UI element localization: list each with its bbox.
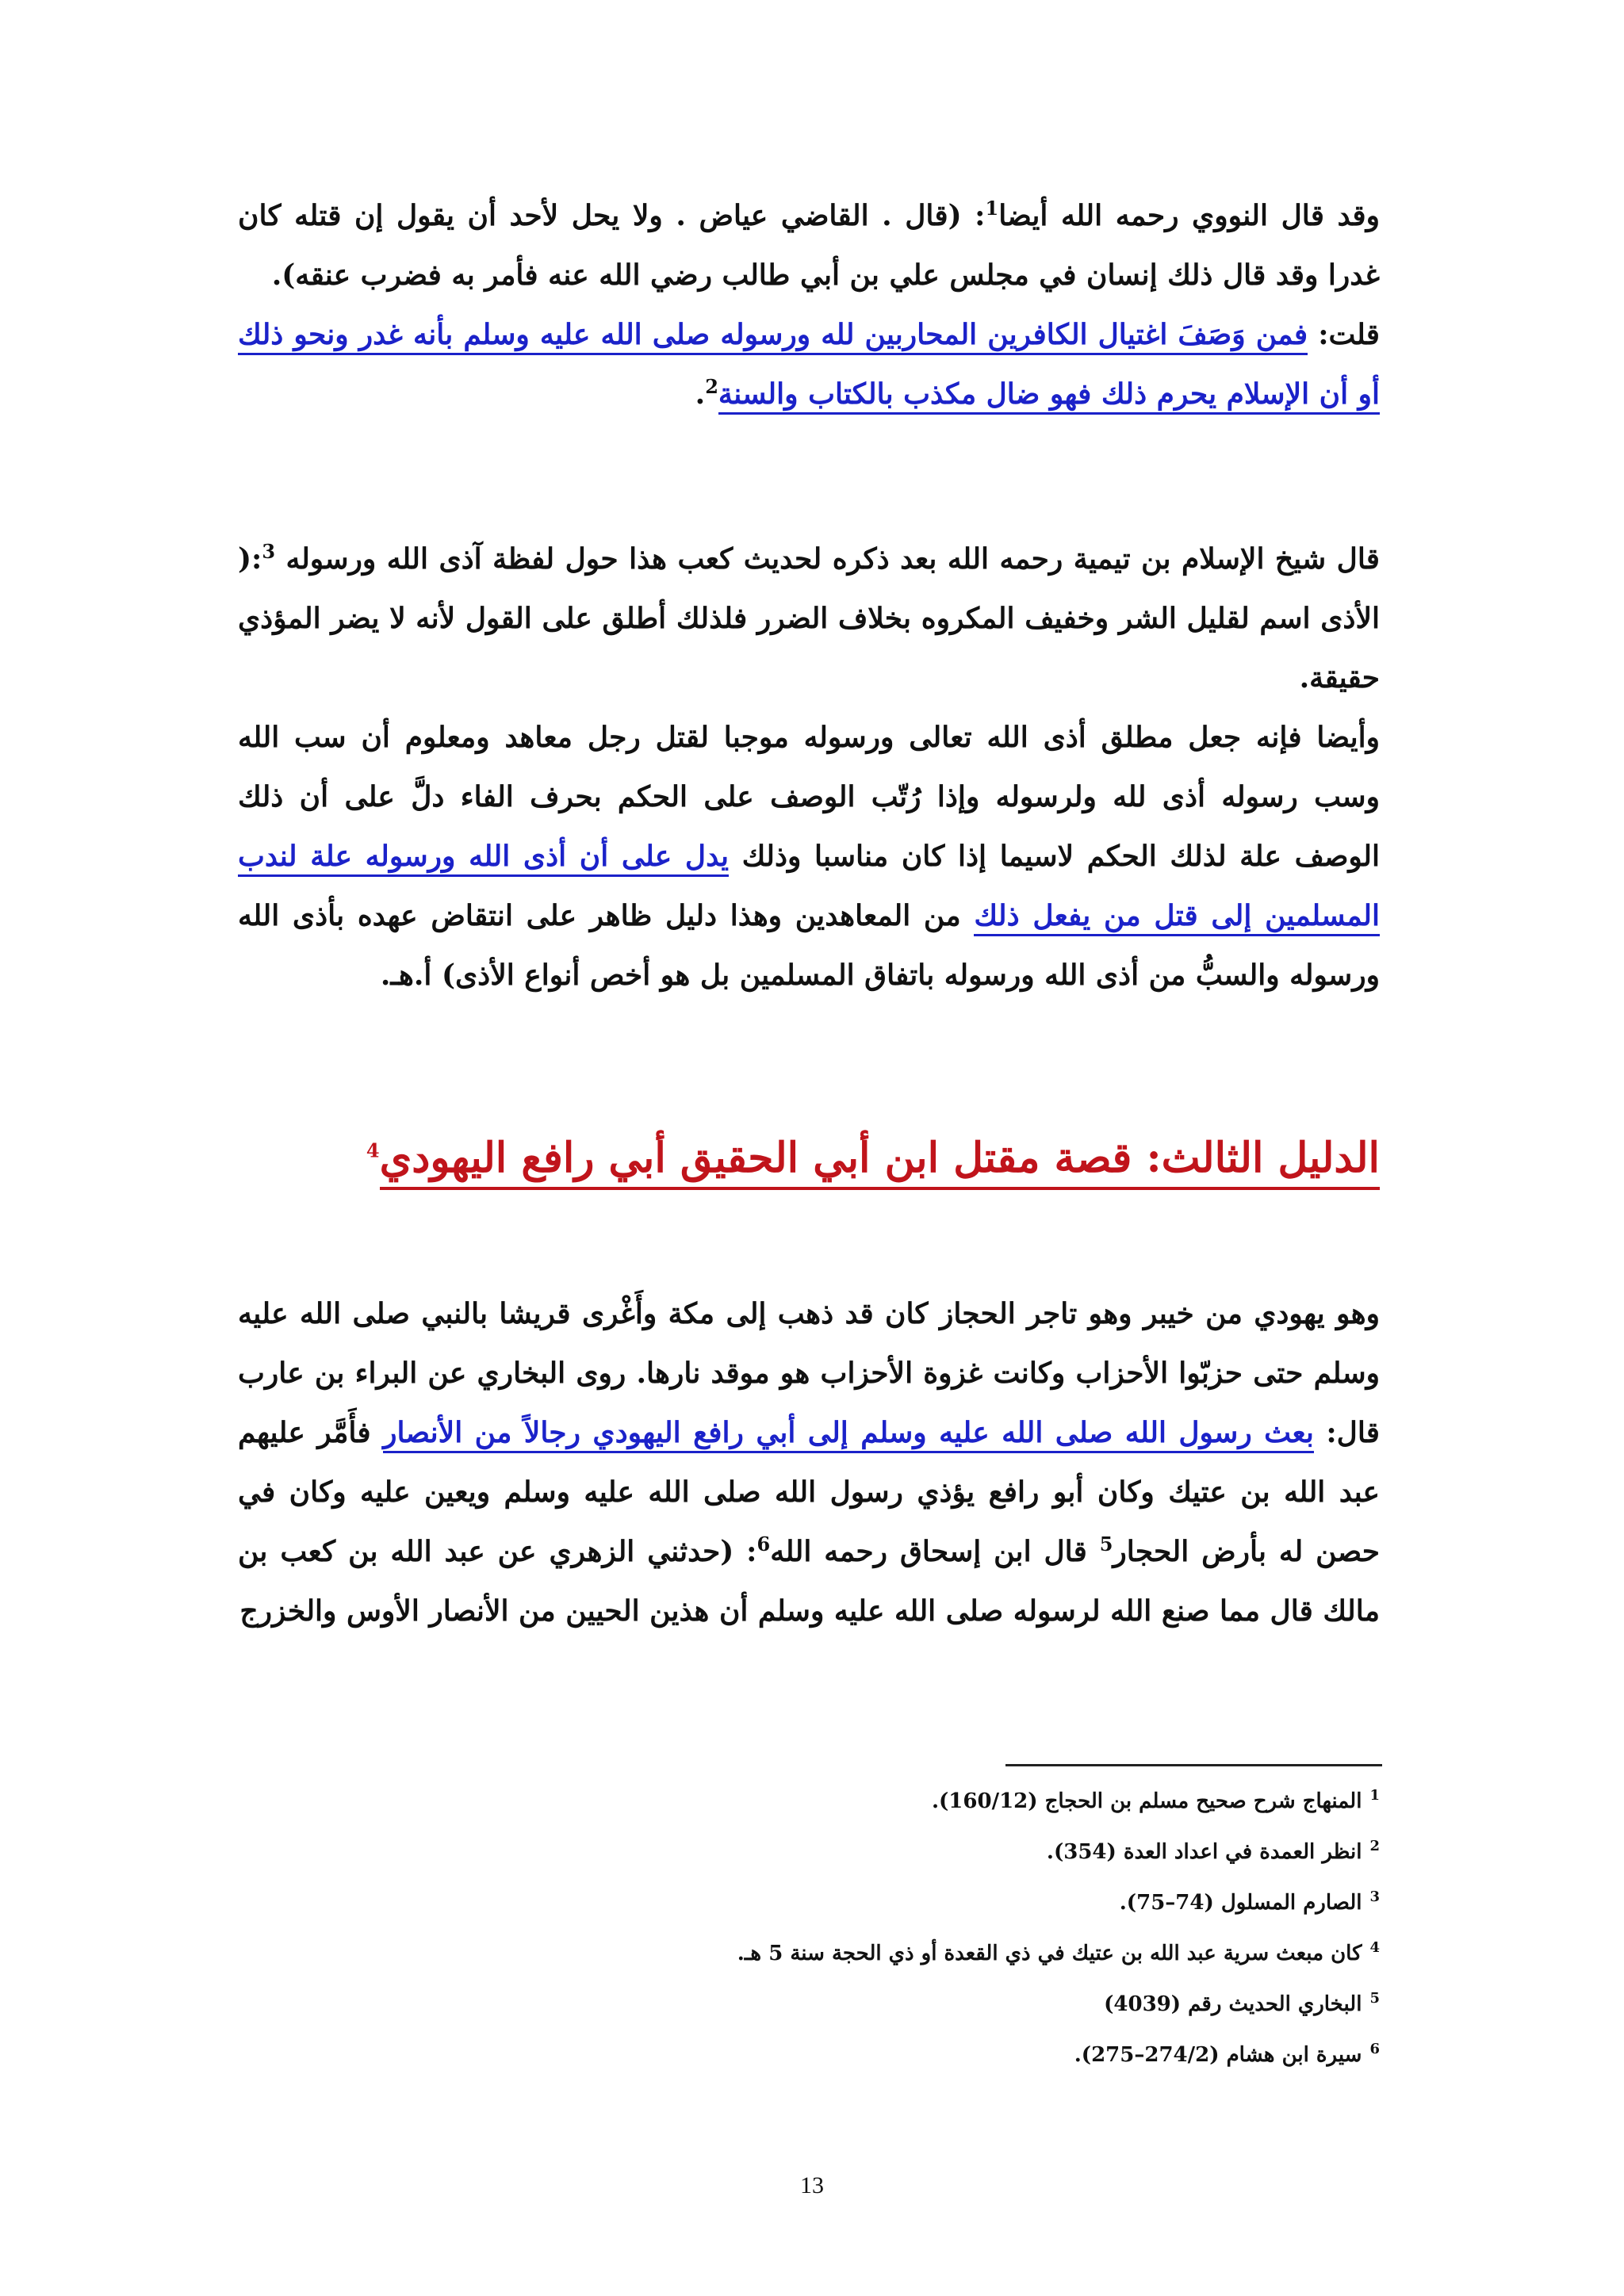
footnote-number: 5 [1369,1990,1380,2007]
footnote-item [396,1827,1380,1877]
footnote-text: البخاري الحديث رقم (4039) [1104,1992,1362,2016]
footnote-text: المنهاج شرح صحيح مسلم بن الحجاج (160/12). [931,1789,1362,1813]
footnote-text: انظر العمدة في اعداد العدة (354). [1046,1840,1362,1864]
text-span: :( الأذى اسم لقليل الشر وخفيف المكروه بخلاف الضرر فلذلك أطلق على القول لأنه لا يضر المؤذي حقيقة. [238,542,1380,695]
paragraph-ibn-taymiyya [238,530,1380,1005]
footnote-item [396,1776,1380,1827]
footnote-ref-6[interactable]: 6 [756,1533,771,1556]
footnote-number: 4 [1369,1939,1380,1957]
text-span: وقد قال النووي رحمه الله أيضا [998,199,1380,232]
text-span: : (قال . القاضي عياض . ولا يحل لأحد أن يقول إن قتله كان غدرا [238,199,1380,292]
footnote-ref-2[interactable]: 2 [705,375,718,398]
section-heading [238,1134,1380,1182]
footnote-text: الصارم المسلول (74–75). [1119,1891,1362,1915]
paragraph-text [238,1284,1380,1641]
footnote-ref-5[interactable]: 5 [1099,1533,1113,1556]
footnotes [396,1776,1380,2080]
page-number: 13 [800,2172,824,2198]
paragraph-nawawi [238,186,1380,424]
highlighted-text: بعث رسول الله صلى الله عليه وسلم إلى أبي رافع اليهودي رجالاً من الأنصار [383,1416,1314,1453]
text-span: وهو يهودي من خيبر وهو تاجر الحجاز كان قد ذهب إلى مكة وأَغْرى قريشا بالنبي صلى الله عليه وسلم حتى حزبّوا الأحزاب وكانت غزوة الأحزاب هو موقد نارها. روى البخاري عن البراء بن عارب قال: [238,1297,1380,1449]
text-span: من المعاهدين وهذا دليل ظاهر على انتقاض عهده بأذى الله ورسوله والسبُّ من أذى الله ورسوله باتفاق المسلمين بل هو أخص أنواع الأذى) أ.هـ. [238,899,1380,992]
footnote-number: 3 [1369,1888,1380,1906]
text-span: وقد قال ذلك إنسان في مجلس علي بن أبي طالب رضي الله عنه فأمر به فضرب عنقه). [271,258,1319,292]
text-span: قال شيخ الإسلام بن تيمية رحمه الله بعد ذكره لحديث كعب هذا حول لفظة آذى الله ورسوله [285,542,1380,576]
paragraph-qult [238,305,1380,424]
text-span: . [695,377,706,411]
footnote-divider [1005,1764,1382,1766]
text-span: : (حدثني الزهري عن عبد الله بن كعب بن مالك قال مما صنع الله لرسوله صلى الله عليه وسلم أن هذين الحيين من الأنصار الأوس والخزرج [238,1535,1380,1628]
paragraph-text [238,530,1380,708]
footnote-ref-4[interactable]: 4 [366,1138,380,1162]
heading-text: الدليل الثالث: قصة مقتل ابن أبي الحقيق أبي رافع اليهودي [380,1134,1380,1190]
paragraph-abu-rafi [238,1284,1380,1641]
footnote-item [396,2030,1380,2080]
paragraph-text [238,186,1380,305]
highlighted-text: يدل على أن أذى الله ورسوله علة لندب المسلمين إلى قتل من يفعل ذلك [238,840,1380,936]
footnote-number: 6 [1369,2041,1380,2058]
text-span: وأيضا فإنه جعل مطلق أذى الله تعالى ورسوله موجبا لقتل رجل معاهد ومعلوم أن سب الله وسب رسوله أذى لله ولرسوله وإذا رُتّب الوصف على الحكم بحرف الفاء دلَّ على أن ذلك الوصف علة لذلك الحكم لاسيما إذا كان مناسبا وذلك [238,721,1380,873]
footnote-number: 1 [1369,1787,1380,1804]
highlighted-text: فمن وَصَفَ اغتيال الكافرين المحاربين لله ورسوله صلى الله عليه وسلم بأنه غدر ونحو ذلك أو أن الإسلام يحرم ذلك فهو ضال مكذب بالكتاب والسنة [238,318,1380,415]
footnote-ref-3[interactable]: 3 [262,540,276,563]
footnote-item [396,1877,1380,1928]
paragraph-text [238,708,1380,1005]
text-span: فأَمَّر عليهم عبد الله بن عتيك وكان أبو رافع يؤذي رسول الله صلى الله عليه وسلم ويعين عليه وكان في حصن له بأرض الحجار [238,1416,1380,1568]
footnote-text: سيرة ابن هشام (274/2–275). [1074,2043,1362,2067]
footnote-text: كان مبعث سرية عبد الله بن عتيك في ذي القعدة أو ذي الحجة سنة 5 هـ. [737,1942,1362,1965]
text-span: قال ابن إسحاق رحمه الله [770,1535,1087,1568]
footnote-item [396,1979,1380,2030]
footnote-ref-1[interactable]: 1 [985,197,999,220]
footnote-item [396,1928,1380,1979]
footnote-number: 2 [1369,1838,1380,1855]
qult-label: قلت: [1318,318,1380,351]
